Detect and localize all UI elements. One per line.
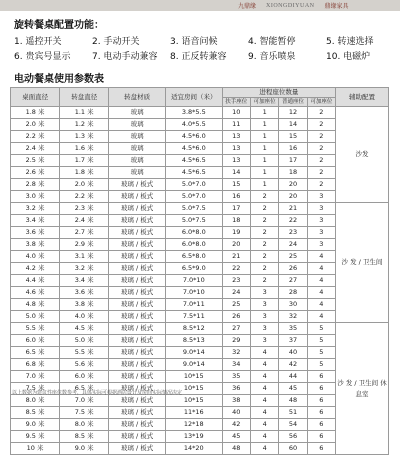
table-cell: 3 bbox=[307, 215, 335, 227]
table-cell: 玻璃 / 板式 bbox=[109, 227, 166, 239]
table-cell: 1 bbox=[250, 107, 278, 119]
header-aux: 辅助配置 bbox=[336, 88, 389, 107]
table-cell: 2 bbox=[307, 179, 335, 191]
table-cell: 5.6 米 bbox=[60, 359, 109, 371]
table-cell: 6.5*9.0 bbox=[165, 263, 222, 275]
table-cell: 22 bbox=[279, 215, 307, 227]
table-row bbox=[11, 179, 389, 191]
table-cell: 玻璃 / 板式 bbox=[109, 263, 166, 275]
table-cell: 8.5 米 bbox=[11, 407, 60, 419]
table-cell: 2 bbox=[307, 119, 335, 131]
features-title: 旋转餐桌配置功能： bbox=[14, 20, 104, 31]
table-cell: 2 bbox=[250, 251, 278, 263]
table-cell: 13*19 bbox=[165, 431, 222, 443]
table-cell: 玻璃 / 板式 bbox=[109, 215, 166, 227]
table-cell: 1 bbox=[250, 155, 278, 167]
table-cell: 玻璃 / 板式 bbox=[109, 335, 166, 347]
table-cell: 25 bbox=[279, 251, 307, 263]
table-cell: 7.5 米 bbox=[60, 407, 109, 419]
table-cell: 17 bbox=[279, 155, 307, 167]
table-cell: 5 bbox=[307, 323, 335, 335]
table-cell: 54 bbox=[279, 419, 307, 431]
table-cell: 4 bbox=[250, 395, 278, 407]
table-cell: 2.2 米 bbox=[11, 131, 60, 143]
table-cell: 玻璃 / 板式 bbox=[109, 311, 166, 323]
table-cell: 4.5 米 bbox=[60, 323, 109, 335]
table-cell: 玻璃 / 板式 bbox=[109, 407, 166, 419]
table-cell: 32 bbox=[279, 311, 307, 323]
table-row bbox=[11, 227, 389, 239]
features-row bbox=[14, 48, 394, 63]
feature-item: 4. 智能暂停 bbox=[248, 37, 296, 47]
table-cell: 4 bbox=[250, 371, 278, 383]
table-cell: 12 bbox=[279, 107, 307, 119]
table-cell: 4.5*6.5 bbox=[165, 167, 222, 179]
table-cell: 4 bbox=[250, 347, 278, 359]
table-cell: 7.0*11 bbox=[165, 299, 222, 311]
table-row bbox=[11, 119, 389, 131]
table-cell: 4 bbox=[250, 431, 278, 443]
table-cell: 5.0*7.0 bbox=[165, 191, 222, 203]
table-cell: 5.0*7.5 bbox=[165, 215, 222, 227]
table-cell: 20 bbox=[279, 191, 307, 203]
brand-latin: XIONGDIYUAN bbox=[266, 2, 315, 9]
table-cell: 23 bbox=[279, 227, 307, 239]
table-row bbox=[11, 311, 389, 323]
table-cell: 5.0 米 bbox=[11, 311, 60, 323]
table-cell: 3.6 米 bbox=[11, 227, 60, 239]
table-cell: 3.0 米 bbox=[11, 191, 60, 203]
table-row bbox=[11, 215, 389, 227]
table-cell: 3 bbox=[307, 191, 335, 203]
table-cell: 2 bbox=[307, 143, 335, 155]
table-cell: 3.4 米 bbox=[60, 275, 109, 287]
table-cell: 2.0 米 bbox=[60, 179, 109, 191]
table-cell: 24 bbox=[222, 287, 250, 299]
table-cell: 32 bbox=[222, 347, 250, 359]
table-cell: 玻璃 bbox=[109, 131, 166, 143]
table-cell: 3 bbox=[250, 311, 278, 323]
table-cell: 8.5*13 bbox=[165, 335, 222, 347]
table-cell: 29 bbox=[222, 335, 250, 347]
table-cell: 7.0*10 bbox=[165, 287, 222, 299]
table-cell: 10*15 bbox=[165, 395, 222, 407]
subheader-armchair-seats: 扶手座位 bbox=[222, 98, 250, 107]
table-title: 电动餐桌使用参数表 bbox=[14, 74, 104, 85]
table-cell: 13 bbox=[222, 155, 250, 167]
feature-item: 3. 语音问候 bbox=[170, 37, 218, 47]
table-cell: 14 bbox=[222, 167, 250, 179]
table-cell: 5.5 米 bbox=[11, 323, 60, 335]
table-cell: 1.8 米 bbox=[60, 167, 109, 179]
table-cell: 2.4 米 bbox=[11, 143, 60, 155]
table-cell: 7.5*11 bbox=[165, 311, 222, 323]
table-cell: 21 bbox=[279, 203, 307, 215]
table-row bbox=[11, 419, 389, 431]
table-cell: 6.5 米 bbox=[60, 383, 109, 395]
table-cell: 玻璃 bbox=[109, 167, 166, 179]
table-cell: 6 bbox=[307, 395, 335, 407]
table-row bbox=[11, 263, 389, 275]
table-cell: 20 bbox=[279, 179, 307, 191]
table-cell: 10 bbox=[222, 107, 250, 119]
table-cell: 24 bbox=[279, 239, 307, 251]
table-cell: 8.5 米 bbox=[60, 431, 109, 443]
table-row bbox=[11, 155, 389, 167]
table-row bbox=[11, 347, 389, 359]
table-cell: 4 bbox=[250, 383, 278, 395]
features-list bbox=[14, 33, 394, 63]
table-cell: 9.0*14 bbox=[165, 359, 222, 371]
feature-item: 6. 贵宾号显示 bbox=[14, 52, 71, 62]
table-cell: 6.0 米 bbox=[60, 371, 109, 383]
table-cell: 6.0*8.0 bbox=[165, 227, 222, 239]
header-room-size: 适宜房间（米） bbox=[165, 88, 222, 107]
table-cell: 2.6 米 bbox=[11, 167, 60, 179]
table-cell: 4.5*6.0 bbox=[165, 143, 222, 155]
feature-item: 5. 转速选择 bbox=[326, 37, 374, 47]
table-row bbox=[11, 323, 389, 335]
table-cell: 8.0 米 bbox=[60, 419, 109, 431]
table-cell: 17 bbox=[222, 203, 250, 215]
table-cell: 9.0*14 bbox=[165, 347, 222, 359]
footnote: 以上数据为建议性座位数参考，具体实际可根据酒店设计及房间实际情况决定 bbox=[12, 390, 183, 396]
table-cell: 玻璃 / 板式 bbox=[109, 371, 166, 383]
table-cell: 34 bbox=[222, 359, 250, 371]
table-cell: 6 bbox=[307, 383, 335, 395]
table-cell: 25 bbox=[222, 299, 250, 311]
table-cell: 27 bbox=[222, 323, 250, 335]
table-cell: 2.3 米 bbox=[60, 203, 109, 215]
table-cell: 3 bbox=[250, 335, 278, 347]
table-cell: 玻璃 / 板式 bbox=[109, 287, 166, 299]
table-cell: 3.6 米 bbox=[60, 287, 109, 299]
table-row bbox=[11, 395, 389, 407]
table-cell: 玻璃 / 板式 bbox=[109, 275, 166, 287]
table-cell: 56 bbox=[279, 431, 307, 443]
table-cell: 4.5*6.0 bbox=[165, 131, 222, 143]
table-cell: 4 bbox=[250, 419, 278, 431]
table-cell: 38 bbox=[222, 395, 250, 407]
table-cell: 4.6 米 bbox=[11, 287, 60, 299]
table-cell: 8.0 米 bbox=[11, 395, 60, 407]
table-cell: 3 bbox=[307, 227, 335, 239]
table-cell: 42 bbox=[279, 359, 307, 371]
table-row bbox=[11, 131, 389, 143]
table-cell: 1 bbox=[250, 167, 278, 179]
table-cell: 6.0 米 bbox=[11, 335, 60, 347]
table-cell: 5.0*7.5 bbox=[165, 203, 222, 215]
table-cell: 18 bbox=[222, 215, 250, 227]
table-cell: 7.0*10 bbox=[165, 275, 222, 287]
table-cell: 6.0*8.0 bbox=[165, 239, 222, 251]
table-cell: 6.5*8.0 bbox=[165, 251, 222, 263]
table-cell: 15 bbox=[222, 179, 250, 191]
table-cell: 13 bbox=[222, 143, 250, 155]
table-cell: 30 bbox=[279, 299, 307, 311]
table-cell: 2.0 米 bbox=[11, 119, 60, 131]
subheader-regular-seats: 普通座位 bbox=[279, 98, 307, 107]
table-cell: 3.8 米 bbox=[11, 239, 60, 251]
table-cell: 40 bbox=[222, 407, 250, 419]
table-cell: 4 bbox=[250, 443, 278, 455]
table-cell: 玻璃 / 板式 bbox=[109, 347, 166, 359]
feature-item: 1. 遥控开关 bbox=[14, 37, 62, 47]
table-cell: 4.2 米 bbox=[11, 263, 60, 275]
table-cell: 45 bbox=[222, 431, 250, 443]
table-row bbox=[11, 107, 389, 119]
feature-item: 2. 手动开关 bbox=[92, 37, 140, 47]
feature-item: 7. 电动手动兼容 bbox=[92, 52, 158, 62]
table-cell: 玻璃 / 板式 bbox=[109, 251, 166, 263]
table-row bbox=[11, 359, 389, 371]
table-cell: 2 bbox=[307, 167, 335, 179]
table-cell: 7.5 米 bbox=[11, 383, 60, 395]
table-cell: 10*15 bbox=[165, 383, 222, 395]
table-cell: 4 bbox=[250, 359, 278, 371]
table-cell: 玻璃 / 板式 bbox=[109, 239, 166, 251]
table-cell: 玻璃 / 板式 bbox=[109, 191, 166, 203]
table-cell: 4.4 米 bbox=[11, 275, 60, 287]
brand bbox=[238, 0, 349, 11]
table-cell: 35 bbox=[222, 371, 250, 383]
table-cell: 2 bbox=[250, 203, 278, 215]
table-cell: 42 bbox=[222, 419, 250, 431]
table-cell: 5 bbox=[307, 347, 335, 359]
table-cell: 4 bbox=[307, 287, 335, 299]
feature-item: 9. 音乐喷泉 bbox=[248, 52, 296, 62]
table-cell: 9.0 米 bbox=[11, 419, 60, 431]
table-cell: 4.0 米 bbox=[60, 311, 109, 323]
table-row bbox=[11, 407, 389, 419]
table-row bbox=[11, 299, 389, 311]
table-cell: 3.2 米 bbox=[11, 203, 60, 215]
table-cell: 6 bbox=[307, 407, 335, 419]
table-cell: 51 bbox=[279, 407, 307, 419]
table-cell: 2.2 米 bbox=[60, 191, 109, 203]
table-cell: 玻璃 / 板式 bbox=[109, 443, 166, 455]
table-cell: 27 bbox=[279, 275, 307, 287]
header-turntable-diameter: 转盘直径 bbox=[60, 88, 109, 107]
table-cell: 6 bbox=[307, 419, 335, 431]
table-cell: 3.8 米 bbox=[60, 299, 109, 311]
table-cell: 2.9 米 bbox=[60, 239, 109, 251]
table-cell: 5 bbox=[307, 335, 335, 347]
table-row bbox=[11, 431, 389, 443]
table-cell: 2 bbox=[307, 155, 335, 167]
table-cell: 2.7 米 bbox=[60, 227, 109, 239]
table-row bbox=[11, 191, 389, 203]
table-cell: 2 bbox=[250, 227, 278, 239]
table-cell: 28 bbox=[279, 287, 307, 299]
table-row bbox=[11, 335, 389, 347]
table-cell: 2.8 米 bbox=[11, 179, 60, 191]
table-cell: 玻璃 / 板式 bbox=[109, 383, 166, 395]
table-row bbox=[11, 443, 389, 455]
table-cell: 2.5 米 bbox=[11, 155, 60, 167]
table-cell: 4.0 米 bbox=[11, 251, 60, 263]
table-cell: 5.0 米 bbox=[60, 335, 109, 347]
table-row bbox=[11, 167, 389, 179]
table-cell: 19 bbox=[222, 227, 250, 239]
table-cell: 2.4 米 bbox=[60, 215, 109, 227]
table-cell: 11*16 bbox=[165, 407, 222, 419]
table-row bbox=[11, 143, 389, 155]
header-table-diameter: 桌面直径 bbox=[11, 88, 60, 107]
table-cell: 6.8 米 bbox=[11, 359, 60, 371]
feature-item: 8. 正反转兼容 bbox=[170, 52, 227, 62]
table-cell: 玻璃 / 板式 bbox=[109, 179, 166, 191]
table-cell: 3 bbox=[250, 287, 278, 299]
table-cell: 9.5 米 bbox=[11, 431, 60, 443]
feature-item: 10. 电磁炉 bbox=[326, 52, 371, 62]
table-cell: 4.0*5.5 bbox=[165, 119, 222, 131]
brand-name: 九鼎缘 bbox=[238, 4, 257, 10]
table-cell: 7.0 米 bbox=[11, 371, 60, 383]
table-cell: 37 bbox=[279, 335, 307, 347]
table-cell: 11 bbox=[222, 119, 250, 131]
table-cell: 4 bbox=[307, 251, 335, 263]
brand-tag: 鼎缘家具 bbox=[324, 4, 349, 10]
aux-config-cell: 沙发 bbox=[336, 107, 389, 203]
table-cell: 3.2 米 bbox=[60, 263, 109, 275]
table-cell: 14 bbox=[279, 119, 307, 131]
table-cell: 10*15 bbox=[165, 371, 222, 383]
table-cell: 2 bbox=[307, 107, 335, 119]
table-cell: 1 bbox=[250, 143, 278, 155]
table-cell: 26 bbox=[222, 311, 250, 323]
table-cell: 玻璃 / 板式 bbox=[109, 431, 166, 443]
table-cell: 35 bbox=[279, 323, 307, 335]
table-cell: 20 bbox=[222, 239, 250, 251]
table-cell: 2 bbox=[307, 131, 335, 143]
table-cell: 3 bbox=[250, 299, 278, 311]
table-cell: 6 bbox=[307, 443, 335, 455]
table-cell: 15 bbox=[279, 131, 307, 143]
table-cell: 玻璃 / 板式 bbox=[109, 203, 166, 215]
table-cell: 玻璃 / 板式 bbox=[109, 419, 166, 431]
table-cell: 44 bbox=[279, 371, 307, 383]
header-turntable-material: 转盘材质 bbox=[109, 88, 166, 107]
aux-config-cell: 沙 发 / 卫生间 bbox=[336, 203, 389, 323]
table-cell: 3.1 米 bbox=[60, 251, 109, 263]
table-cell: 36 bbox=[222, 383, 250, 395]
table-row bbox=[11, 203, 389, 215]
table-cell: 21 bbox=[222, 251, 250, 263]
table-cell: 40 bbox=[279, 347, 307, 359]
table-cell: 3 bbox=[250, 323, 278, 335]
table-cell: 6.5 米 bbox=[11, 347, 60, 359]
table-cell: 4.5*6.5 bbox=[165, 155, 222, 167]
table-cell: 22 bbox=[222, 263, 250, 275]
table-cell: 4 bbox=[307, 299, 335, 311]
table-cell: 1 bbox=[250, 131, 278, 143]
table-cell: 6 bbox=[307, 431, 335, 443]
table-cell: 6 bbox=[307, 371, 335, 383]
table-cell: 8.5*12 bbox=[165, 323, 222, 335]
table-cell: 4 bbox=[307, 263, 335, 275]
table-cell: 4 bbox=[307, 311, 335, 323]
table-cell: 1.2 米 bbox=[60, 119, 109, 131]
table-cell: 2 bbox=[250, 215, 278, 227]
table-cell: 7.0 米 bbox=[60, 395, 109, 407]
table-cell: 玻璃 bbox=[109, 155, 166, 167]
table-cell: 3.8*5.5 bbox=[165, 107, 222, 119]
table-cell: 1.1 米 bbox=[60, 107, 109, 119]
table-body bbox=[11, 107, 389, 455]
table-cell: 48 bbox=[222, 443, 250, 455]
table-cell: 2 bbox=[250, 239, 278, 251]
aux-config-cell: 沙 发 / 卫生间 休息室 bbox=[336, 323, 389, 455]
table-cell: 玻璃 bbox=[109, 119, 166, 131]
table-cell: 玻璃 / 板式 bbox=[109, 395, 166, 407]
subheader-extra-seats: 可加座位 bbox=[250, 98, 278, 107]
table-cell: 2 bbox=[250, 263, 278, 275]
table-cell: 2 bbox=[250, 191, 278, 203]
table-cell: 16 bbox=[279, 143, 307, 155]
header-seat-count: 进程座位数量 bbox=[222, 88, 335, 98]
table-cell: 13 bbox=[222, 131, 250, 143]
table-cell: 3 bbox=[307, 239, 335, 251]
table-cell: 3 bbox=[307, 203, 335, 215]
table-cell: 1 bbox=[250, 119, 278, 131]
table-row bbox=[11, 287, 389, 299]
table-cell: 18 bbox=[279, 167, 307, 179]
table-cell: 1.8 米 bbox=[11, 107, 60, 119]
table-cell: 1.3 米 bbox=[60, 131, 109, 143]
table-cell: 1.6 米 bbox=[60, 143, 109, 155]
table-row bbox=[11, 239, 389, 251]
table-cell: 5 bbox=[307, 359, 335, 371]
table-cell: 45 bbox=[279, 383, 307, 395]
subheader-extra-seats-2: 可加座位 bbox=[307, 98, 335, 107]
table-cell: 玻璃 bbox=[109, 143, 166, 155]
table-cell: 玻璃 / 板式 bbox=[109, 359, 166, 371]
header-bar bbox=[0, 0, 400, 11]
table-cell: 1.7 米 bbox=[60, 155, 109, 167]
table-cell: 2 bbox=[250, 275, 278, 287]
table-cell: 10 米 bbox=[11, 443, 60, 455]
table-cell: 23 bbox=[222, 275, 250, 287]
table-cell: 1 bbox=[250, 179, 278, 191]
table-cell: 60 bbox=[279, 443, 307, 455]
table-cell: 玻璃 / 板式 bbox=[109, 323, 166, 335]
table-cell: 16 bbox=[222, 191, 250, 203]
table-row bbox=[11, 275, 389, 287]
table-cell: 9.0 米 bbox=[60, 443, 109, 455]
table-row bbox=[11, 251, 389, 263]
table-cell: 12*18 bbox=[165, 419, 222, 431]
table-cell: 5.0*7.0 bbox=[165, 179, 222, 191]
table-cell: 玻璃 / 板式 bbox=[109, 299, 166, 311]
table-row bbox=[11, 371, 389, 383]
table-cell: 26 bbox=[279, 263, 307, 275]
table-cell: 5.5 米 bbox=[60, 347, 109, 359]
table-cell: 玻璃 bbox=[109, 107, 166, 119]
table-cell: 3.4 米 bbox=[11, 215, 60, 227]
table-cell: 4 bbox=[307, 275, 335, 287]
table-cell: 48 bbox=[279, 395, 307, 407]
table-cell: 4 bbox=[250, 407, 278, 419]
table-cell: 4.8 米 bbox=[11, 299, 60, 311]
features-row bbox=[14, 33, 394, 48]
table-cell: 14*20 bbox=[165, 443, 222, 455]
